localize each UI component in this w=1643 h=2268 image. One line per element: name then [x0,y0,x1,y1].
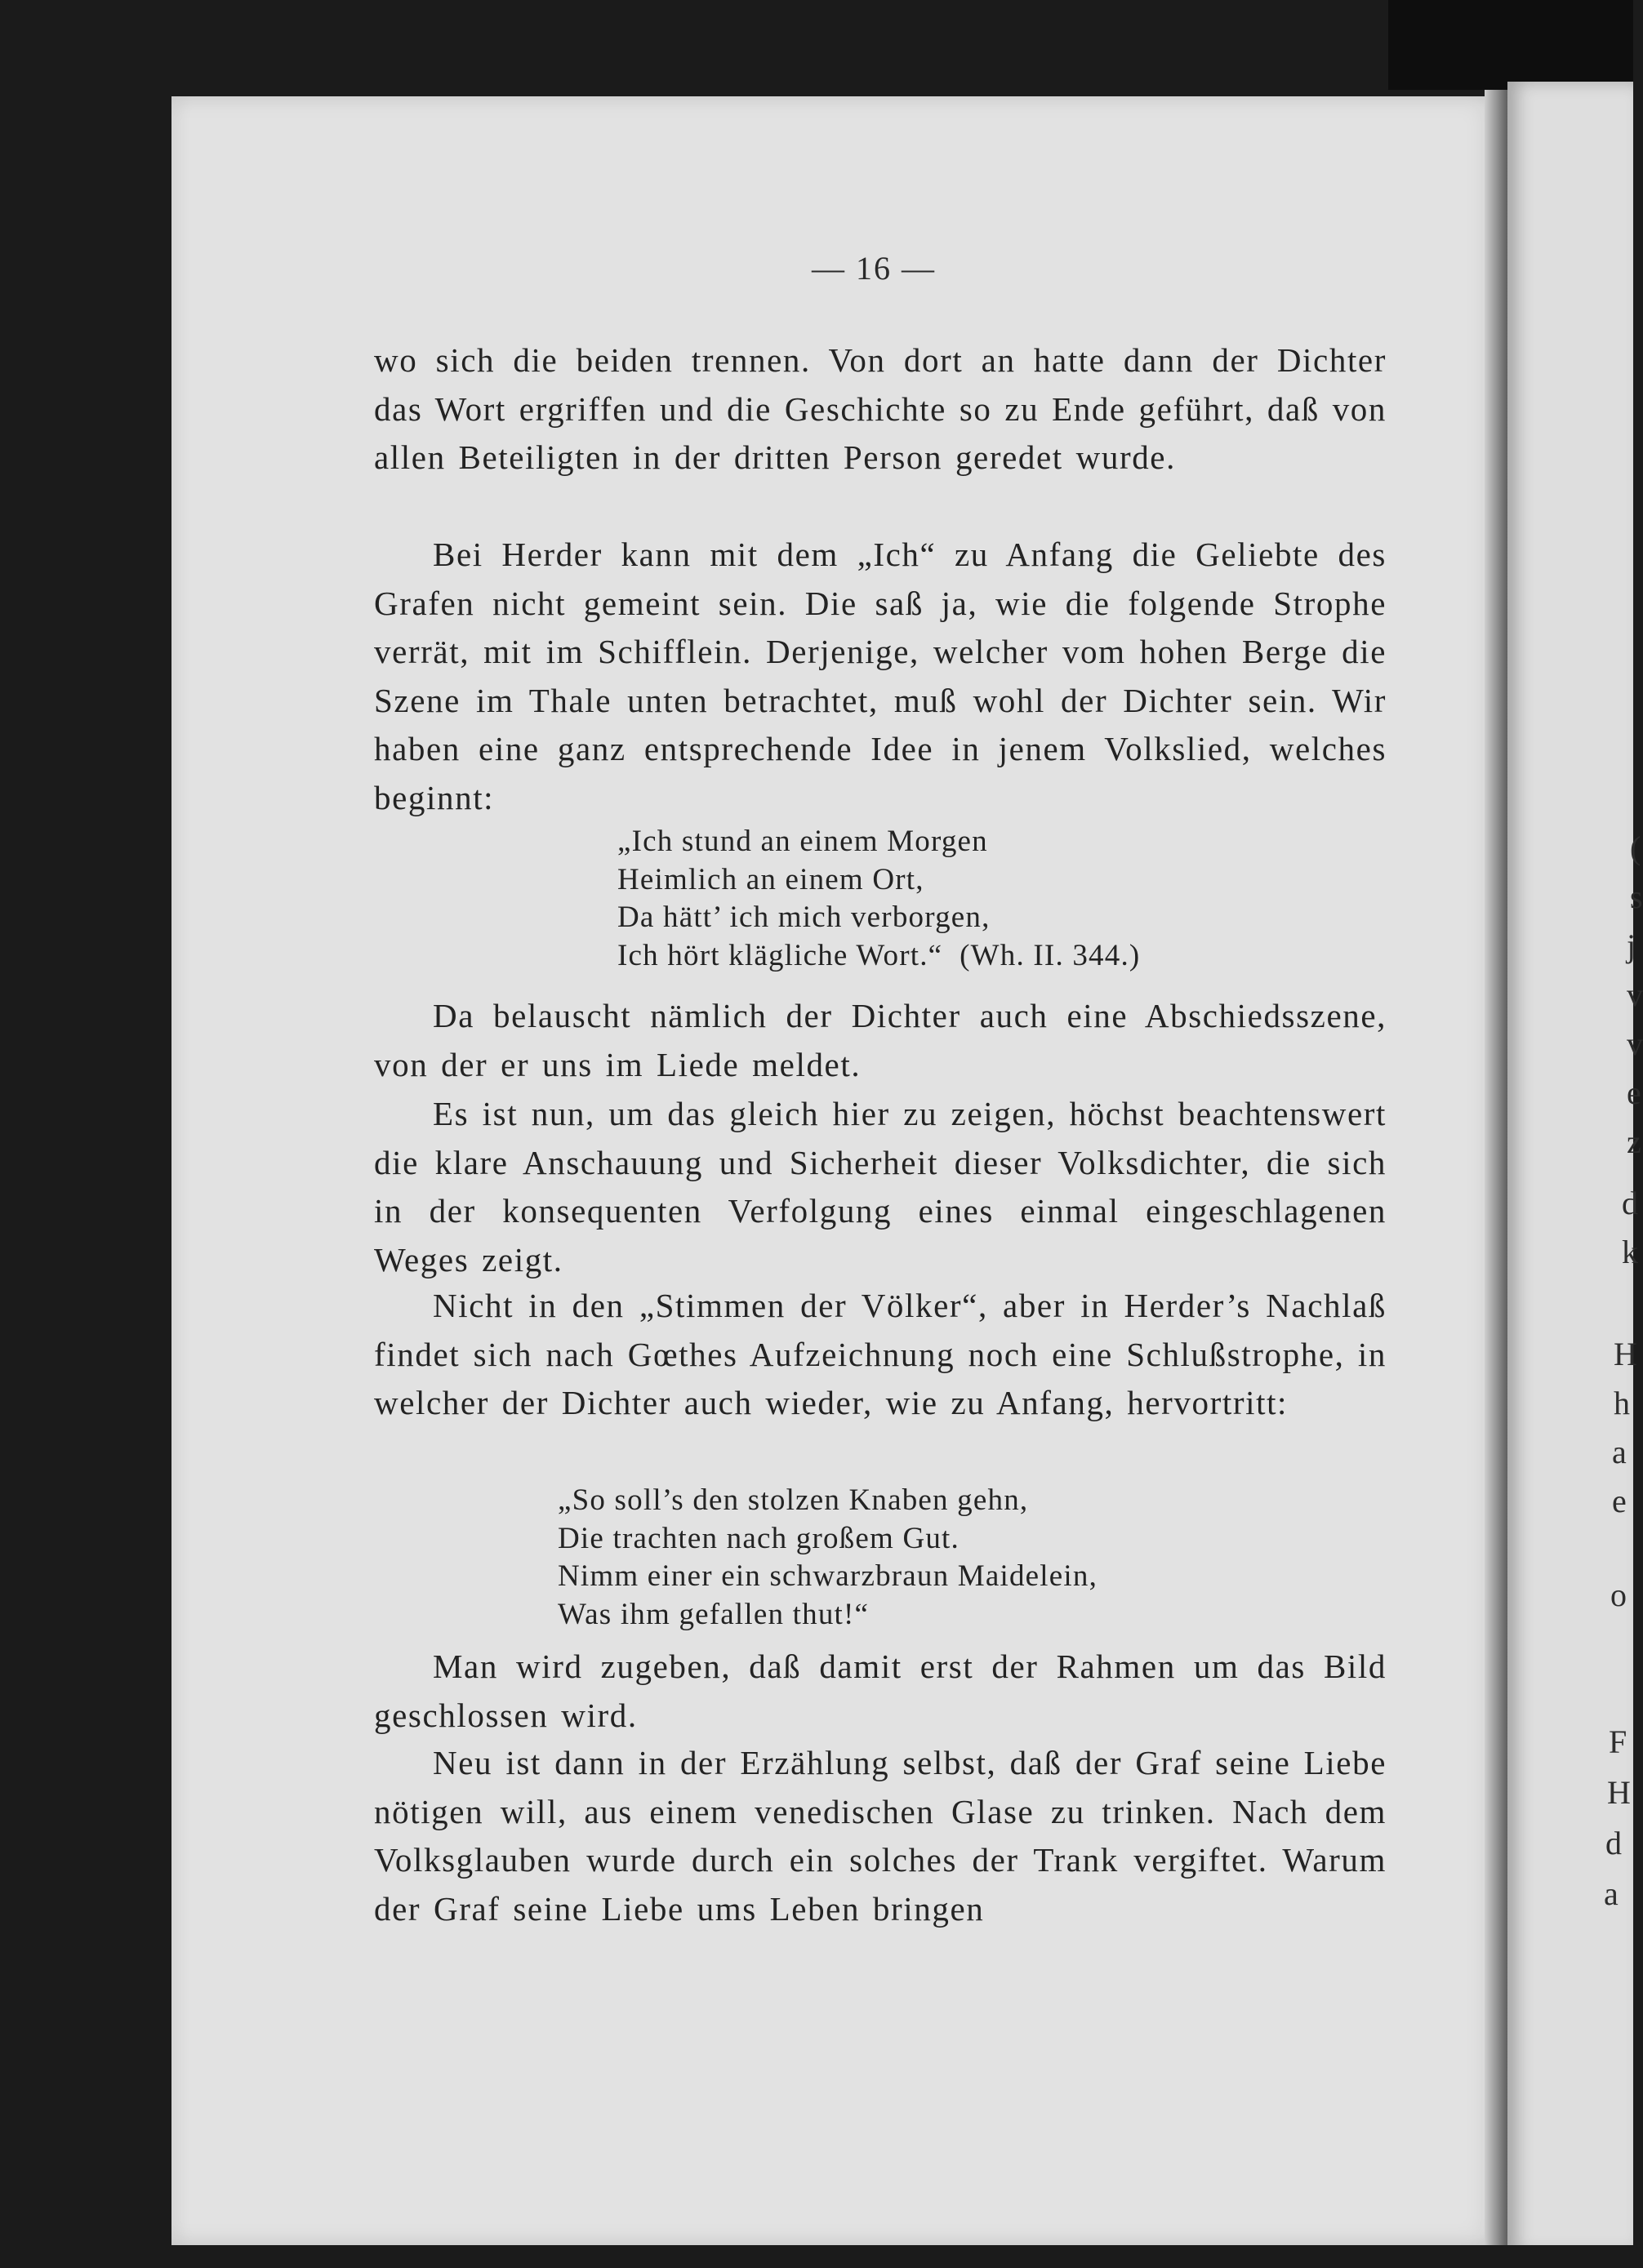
scan-dark-corner [1388,0,1633,90]
verse-line: Nimm einer ein schwarzbraun Maidelein, [558,1559,1098,1593]
verse-line: Ich hört klägliche Wort.“ (Wh. II. 344.) [617,938,1141,972]
facing-fragment: d [1622,1185,1638,1221]
facing-fragment: k [1622,1234,1638,1270]
verse-line: „Ich stund an einem Morgen [617,825,988,858]
page-number: — 16 — [812,250,936,287]
verse-line: „So soll’s den stolzen Knaben gehn, [558,1483,1029,1517]
facing-fragment: o [1610,1576,1627,1613]
facing-fragment: e [1612,1483,1627,1519]
facing-fragment: a [1604,1875,1619,1912]
verse-line: Was ihm gefallen thut!“ [558,1597,870,1631]
facing-fragment: e [1627,1074,1641,1111]
facing-fragment: H [1614,1336,1637,1372]
book-gutter [1485,90,1509,2252]
facing-fragment: v [1627,1025,1643,1062]
facing-fragment: v [1627,976,1643,1013]
paragraph: Neu ist dann in der Erzählung selbst, daß der Graf seine Liebe nötigen will, aus einem venedischen Glase zu trinken. Nach dem Volksglauben wurde durch ein solches der Trank vergiftet. Warum der Graf seine Liebe ums Leben bringen [374,1744,1387,1928]
paragraph-7-block [374,1739,1387,1933]
paragraph: Da belauscht nämlich der Dichter auch eine Abschiedsszene, von der er uns im Liede meldet. [374,997,1387,1083]
facing-fragment: a [1612,1434,1627,1470]
verse-line: Die trachten nach großem Gut. [558,1521,960,1555]
paragraph: Es ist nun, um das gleich hier zu zeigen, höchst beachtenswert die klare Anschauung und Sicherheit dieser Volksdichter, die sich in der konsequenten Verfolgung eines einmal eingeschlagenen Weges zeigt. [374,1095,1387,1279]
verse-line: Da hätt’ ich mich verborgen, [617,901,991,934]
paragraph-2-block [374,531,1387,822]
verse-quote-2 [558,1482,1358,1634]
paragraph-5-block [374,1282,1387,1428]
scan-background-bottom [0,2245,1633,2268]
facing-page-edge [1507,82,1643,2253]
facing-fragment: z [1627,1123,1641,1160]
facing-fragment: F [1609,1723,1627,1760]
verse-line: Heimlich an einem Ort, [617,862,924,896]
paragraph: wo sich die beiden trennen. Von dort an hatte dann der Dichter das Wort ergriffen und die Geschichte so zu Ende geführt, daß von allen Beteiligten in der dritten Person geredet wurde. [374,341,1387,476]
paragraph-3-block [374,992,1387,1089]
facing-fragment: s [1630,878,1643,915]
facing-fragment: j [1627,927,1636,964]
facing-fragment: h [1614,1385,1630,1421]
verse-quote-1 [617,823,1352,975]
paragraph: Man wird zugeben, daß damit erst der Rahmen um das Bild geschlossen wird. [374,1648,1387,1734]
facing-fragment: H [1607,1774,1631,1811]
facing-fragment: ( [1630,829,1641,866]
paragraph-4-block [374,1090,1387,1284]
paragraph-6-block [374,1643,1387,1740]
paragraph-1-block [374,336,1387,483]
paragraph: Bei Herder kann mit dem „Ich“ zu Anfang die Geliebte des Grafen nicht gemeint sein. Die saß ja, wie die folgende Strophe verrät, mit im Schifflein. Derjenige, welcher vom hohen Berge die Szene im Thale unten betrachtet, muß wohl der Dichter sein. Wir haben eine ganz entsprechende Idee in jenem Volkslied, welches beginnt: [374,536,1387,816]
facing-fragment: d [1605,1825,1622,1861]
paragraph: Nicht in den „Stimmen der Völker“, aber in Herder’s Nachlaß findet sich nach Gœthes Aufzeichnung noch eine Schlußstrophe, in welcher der Dichter auch wieder, wie zu Anfang, hervortritt: [374,1287,1387,1421]
